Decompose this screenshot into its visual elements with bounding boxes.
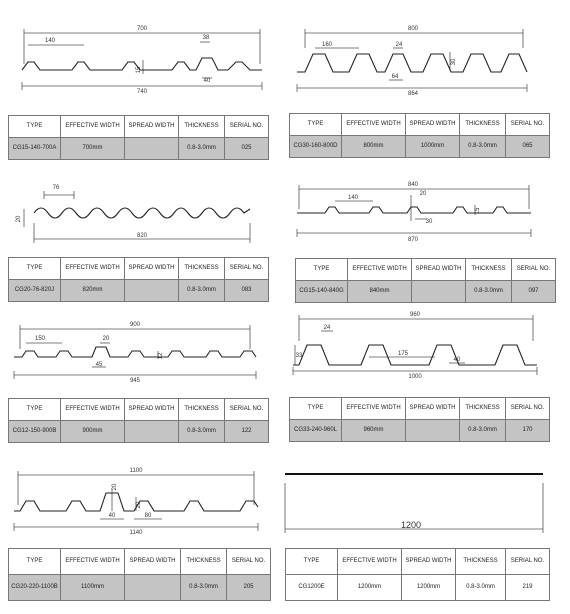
header-serial: SERIAL NO. bbox=[506, 549, 550, 575]
profile-block-5 bbox=[0, 305, 285, 445]
header-serial: SERIAL NO. bbox=[227, 549, 271, 575]
header-spread-width: SPREAD WIDTH bbox=[125, 549, 181, 575]
dim-height: 12 bbox=[158, 352, 164, 360]
cell-spread-width bbox=[406, 420, 460, 442]
dim-height: 33 bbox=[295, 353, 303, 359]
cell-type: CG1200E bbox=[286, 575, 338, 601]
cell-serial: 219 bbox=[506, 575, 550, 601]
spec-table-6 bbox=[289, 397, 550, 442]
cell-spread-width bbox=[125, 421, 179, 443]
profile-block-7 bbox=[0, 445, 285, 614]
header-thickness: THICKNESS bbox=[179, 258, 225, 280]
cell-thickness: 0.8-3.0mm bbox=[460, 420, 506, 442]
header-serial: SERIAL NO. bbox=[225, 258, 269, 280]
dim-rib-base: 30 bbox=[425, 219, 433, 225]
dim-rib-top: 24 bbox=[395, 42, 403, 48]
spec-table-4 bbox=[295, 258, 556, 303]
dim-bottom-width: 945 bbox=[129, 378, 141, 384]
header-spread-width: SPREAD WIDTH bbox=[412, 259, 466, 281]
header-effective-width: EFFECTIVE WIDTH bbox=[342, 114, 406, 136]
spec-table-7 bbox=[8, 548, 271, 601]
dim-height: 15 bbox=[475, 207, 481, 215]
header-effective-width: EFFECTIVE WIDTH bbox=[348, 259, 412, 281]
header-serial: SERIAL NO. bbox=[506, 114, 550, 136]
dim-rib-top: 20 bbox=[102, 336, 110, 342]
cell-effective-width: 800mm bbox=[342, 136, 406, 158]
profile-drawing-4 bbox=[285, 165, 570, 260]
profile-drawing-7 bbox=[0, 445, 285, 545]
header-effective-width: EFFECTIVE WIDTH bbox=[338, 549, 402, 575]
cell-spread-width bbox=[125, 138, 179, 160]
cell-thickness: 0.8-3.0mm bbox=[179, 280, 225, 302]
header-thickness: THICKNESS bbox=[466, 259, 512, 281]
cell-serial: 170 bbox=[506, 420, 550, 442]
header-serial: SERIAL NO. bbox=[506, 398, 550, 420]
header-effective-width: EFFECTIVE WIDTH bbox=[61, 116, 125, 138]
dim-rib-base: 40 bbox=[108, 513, 116, 519]
dim-height: 30 bbox=[451, 58, 457, 66]
dim-top-width: 840 bbox=[407, 182, 419, 188]
cell-effective-width: 840mm bbox=[348, 281, 412, 303]
cell-serial: 083 bbox=[225, 280, 269, 302]
header-effective-width: EFFECTIVE WIDTH bbox=[61, 258, 125, 280]
header-spread-width: SPREAD WIDTH bbox=[125, 258, 179, 280]
dim-height: 20 bbox=[136, 501, 142, 509]
header-spread-width: SPREAD WIDTH bbox=[406, 398, 460, 420]
dim-rib-base: 64 bbox=[391, 74, 399, 80]
dim-pitch: 150 bbox=[34, 336, 46, 342]
cell-spread-width bbox=[125, 575, 181, 601]
header-thickness: THICKNESS bbox=[179, 399, 225, 421]
header-type: TYPE bbox=[9, 258, 61, 280]
spec-table-2 bbox=[289, 113, 550, 158]
header-thickness: THICKNESS bbox=[456, 549, 506, 575]
cell-spread-width bbox=[412, 281, 466, 303]
dim-pitch: 140 bbox=[347, 195, 359, 201]
header-thickness: THICKNESS bbox=[460, 398, 506, 420]
dim-bottom-width: 1200 bbox=[400, 520, 422, 530]
profile-block-6 bbox=[285, 305, 570, 445]
cell-type: CG33-240-960L bbox=[290, 420, 342, 442]
profile-drawing-1 bbox=[0, 0, 285, 110]
profile-block-3 bbox=[0, 165, 285, 305]
header-spread-width: SPREAD WIDTH bbox=[125, 116, 179, 138]
cell-thickness: 0.8-3.0mm bbox=[466, 281, 512, 303]
dim-top-width: 800 bbox=[407, 26, 419, 32]
dim-rib-top: 20 bbox=[419, 191, 427, 197]
profile-block-8 bbox=[285, 445, 570, 614]
cell-thickness: 0.8-3.0mm bbox=[181, 575, 227, 601]
cell-effective-width: 960mm bbox=[342, 420, 406, 442]
dim-top-width: 960 bbox=[409, 312, 421, 318]
cell-type: CG15-140-700A bbox=[9, 138, 61, 160]
cell-serial: 097 bbox=[512, 281, 556, 303]
cell-serial: 025 bbox=[225, 138, 269, 160]
header-type: TYPE bbox=[290, 114, 342, 136]
dim-bottom-width: 820 bbox=[136, 233, 148, 239]
profile-drawing-6 bbox=[285, 305, 570, 400]
cell-type: CG30-160-800D bbox=[290, 136, 342, 158]
dim-top-width: 900 bbox=[129, 322, 141, 328]
dim-top-width: 700 bbox=[136, 26, 148, 32]
dim-bottom-width: 1140 bbox=[129, 530, 143, 536]
profile-drawing-5 bbox=[0, 305, 285, 400]
header-serial: SERIAL NO. bbox=[225, 399, 269, 421]
cell-type: CG12-150-900B bbox=[9, 421, 61, 443]
header-effective-width: EFFECTIVE WIDTH bbox=[61, 399, 125, 421]
header-type: TYPE bbox=[9, 549, 61, 575]
cell-effective-width: 700mm bbox=[61, 138, 125, 160]
cell-spread-width: 1200mm bbox=[402, 575, 456, 601]
dim-bottom-width: 740 bbox=[136, 89, 148, 95]
profile-block-1 bbox=[0, 0, 285, 165]
dim-rib-base-2: 80 bbox=[144, 513, 152, 519]
dim-rib-top: 24 bbox=[323, 325, 331, 331]
dim-pitch: 175 bbox=[397, 351, 409, 357]
dim-height: 15 bbox=[136, 66, 142, 74]
header-thickness: THICKNESS bbox=[460, 114, 506, 136]
dim-pitch: 140 bbox=[44, 38, 56, 44]
dim-rib-base: 45 bbox=[95, 362, 103, 368]
header-effective-width: EFFECTIVE WIDTH bbox=[342, 398, 406, 420]
cell-thickness: 0.8-3.0mm bbox=[179, 138, 225, 160]
dim-bottom-width: 1000 bbox=[408, 374, 422, 380]
cell-type: CG15-140-840G bbox=[296, 281, 348, 303]
cell-thickness: 0.8-3.0mm bbox=[456, 575, 506, 601]
dim-bottom-width: 864 bbox=[407, 91, 419, 97]
dim-rib-top: 38 bbox=[202, 35, 210, 41]
dim-top-width: 1100 bbox=[129, 468, 143, 474]
cell-effective-width: 900mm bbox=[61, 421, 125, 443]
spec-table-8 bbox=[285, 548, 550, 601]
dim-bottom-width: 870 bbox=[407, 237, 419, 243]
dim-height: 20 bbox=[16, 215, 22, 223]
profile-drawing-2 bbox=[285, 0, 570, 110]
header-serial: SERIAL NO. bbox=[512, 259, 556, 281]
header-spread-width: SPREAD WIDTH bbox=[402, 549, 456, 575]
profile-block-2 bbox=[285, 0, 570, 165]
header-thickness: THICKNESS bbox=[179, 116, 225, 138]
header-spread-width: SPREAD WIDTH bbox=[125, 399, 179, 421]
spec-table-1 bbox=[8, 115, 269, 160]
profile-drawing-8 bbox=[285, 445, 570, 545]
header-spread-width: SPREAD WIDTH bbox=[406, 114, 460, 136]
cell-serial: 205 bbox=[227, 575, 271, 601]
cell-effective-width: 1200mm bbox=[338, 575, 402, 601]
dim-pitch: 160 bbox=[321, 42, 333, 48]
cell-thickness: 0.8-3.0mm bbox=[179, 421, 225, 443]
profile-block-4 bbox=[285, 165, 570, 305]
spec-table-3 bbox=[8, 257, 269, 302]
cell-thickness: 0.8-3.0mm bbox=[460, 136, 506, 158]
cell-spread-width: 1000mm bbox=[406, 136, 460, 158]
profile-drawing-3 bbox=[0, 165, 285, 260]
cell-type: CG20-76-820J bbox=[9, 280, 61, 302]
cell-effective-width: 820mm bbox=[61, 280, 125, 302]
header-effective-width: EFFECTIVE WIDTH bbox=[61, 549, 125, 575]
spec-table-5 bbox=[8, 398, 269, 443]
header-type: TYPE bbox=[9, 399, 61, 421]
header-thickness: THICKNESS bbox=[181, 549, 227, 575]
header-type: TYPE bbox=[9, 116, 61, 138]
cell-effective-width: 1100mm bbox=[61, 575, 125, 601]
cell-serial: 122 bbox=[225, 421, 269, 443]
cell-spread-width bbox=[125, 280, 179, 302]
header-type: TYPE bbox=[286, 549, 338, 575]
dim-rib-base: 40 bbox=[203, 78, 211, 84]
cell-serial: 065 bbox=[506, 136, 550, 158]
dim-rib-base: 40 bbox=[453, 357, 461, 363]
header-serial: SERIAL NO. bbox=[225, 116, 269, 138]
dim-pitch: 76 bbox=[52, 185, 60, 191]
header-type: TYPE bbox=[296, 259, 348, 281]
header-type: TYPE bbox=[290, 398, 342, 420]
cell-type: CG20-220-1100B bbox=[9, 575, 61, 601]
dim-rib-top: 20 bbox=[112, 483, 118, 491]
